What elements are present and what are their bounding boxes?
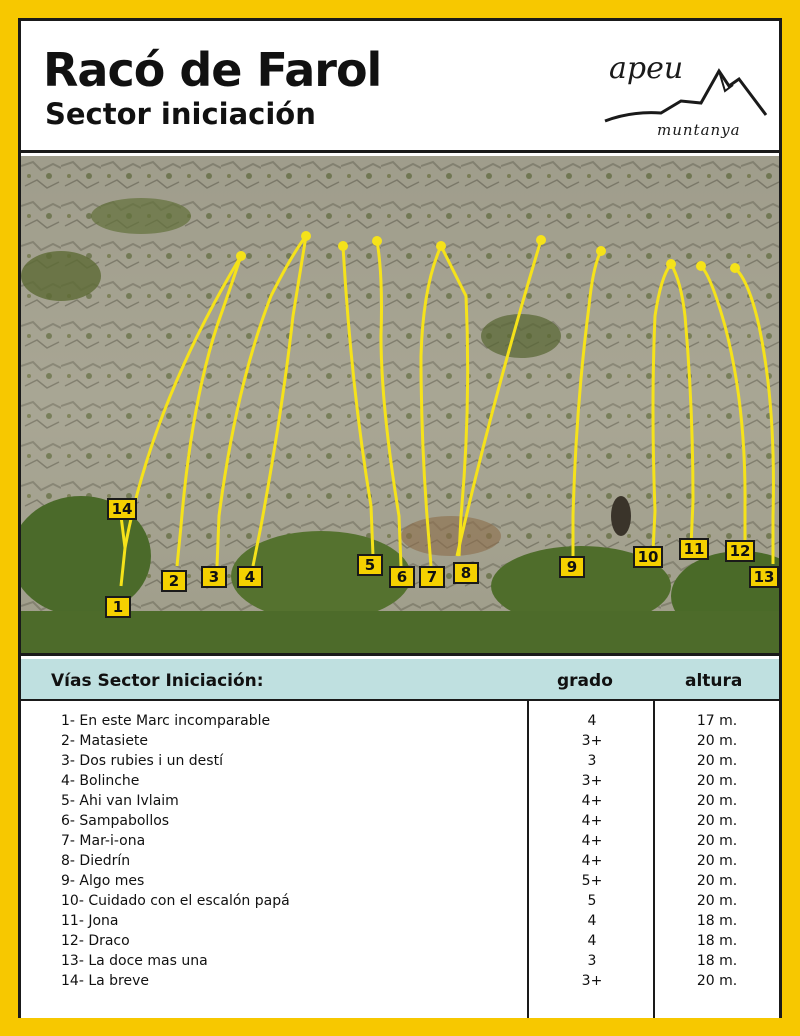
header: [21, 21, 779, 153]
route-grade: 5: [587, 893, 597, 909]
route-name: 7- Mar-i-ona: [61, 833, 146, 849]
route-name: 8- Diedrín: [61, 853, 131, 869]
route-label-12: 12: [725, 540, 755, 562]
route-grade: 4: [587, 933, 597, 949]
routes-table: [21, 701, 779, 1018]
header-grade: grado: [557, 671, 613, 691]
route-label-2: 2: [161, 570, 187, 592]
route-label-9: 9: [559, 556, 585, 578]
route-label-4: 4: [237, 566, 263, 588]
route-name: 11- Jona: [61, 913, 119, 929]
route-grade: 4+: [581, 833, 603, 849]
route-grade: 4+: [581, 853, 603, 869]
page-title: Racó de Farol: [43, 43, 382, 97]
route-name: 10- Cuidado con el escalón papá: [61, 893, 290, 909]
table-row: [21, 951, 779, 971]
route-height: 20 m.: [696, 833, 738, 849]
table-row: [21, 751, 779, 771]
route-name: 4- Bolinche: [61, 773, 140, 789]
route-height: 20 m.: [696, 753, 738, 769]
route-name: 13- La doce mas una: [61, 953, 208, 969]
route-label-1: 1: [105, 596, 131, 618]
route-height: 20 m.: [696, 733, 738, 749]
route-grade: 3: [587, 753, 597, 769]
route-height: 20 m.: [696, 893, 738, 909]
table-row: [21, 931, 779, 951]
table-row: [21, 811, 779, 831]
route-label-11: 11: [679, 538, 709, 560]
table-row: [21, 711, 779, 731]
route-height: 20 m.: [696, 853, 738, 869]
route-grade: 4: [587, 913, 597, 929]
route-label-10: 10: [633, 546, 663, 568]
table-row: [21, 871, 779, 891]
apeu-muntanya-logo: [601, 41, 771, 141]
route-height: 20 m.: [696, 813, 738, 829]
route-height: 17 m.: [696, 713, 738, 729]
route-name: 12- Draco: [61, 933, 130, 949]
route-name: 5- Ahi van Ivlaim: [61, 793, 179, 809]
route-grade: 4: [587, 713, 597, 729]
page-subtitle: Sector iniciación: [45, 97, 316, 131]
route-grade: 3+: [581, 773, 603, 789]
route-height: 20 m.: [696, 773, 738, 789]
route-label-5: 5: [357, 554, 383, 576]
table-row: [21, 911, 779, 931]
route-grade: 4+: [581, 813, 603, 829]
route-height: 18 m.: [696, 913, 738, 929]
route-grade: 3: [587, 953, 597, 969]
route-name: 2- Matasiete: [61, 733, 149, 749]
route-label-7: 7: [419, 566, 445, 588]
route-label-14: 14: [107, 498, 137, 520]
table-row: [21, 731, 779, 751]
route-height: 18 m.: [696, 933, 738, 949]
logo-text-top: apeu: [609, 51, 684, 86]
table-row: [21, 891, 779, 911]
route-label-13: 13: [749, 566, 779, 588]
table-row: [21, 851, 779, 871]
route-height: 20 m.: [696, 973, 738, 989]
cliff-photo: [21, 156, 779, 656]
table-row: [21, 831, 779, 851]
routes-table-header: [21, 659, 779, 701]
route-grade: 3+: [581, 733, 603, 749]
route-height: 20 m.: [696, 873, 738, 889]
route-name: 14- La breve: [61, 973, 149, 989]
route-label-8: 8: [453, 562, 479, 584]
route-name: 3- Dos rubies i un destí: [61, 753, 223, 769]
route-grade: 4+: [581, 793, 603, 809]
route-label-6: 6: [389, 566, 415, 588]
table-row: [21, 771, 779, 791]
route-name: 1- En este Marc incomparable: [61, 713, 271, 729]
route-grade: 5+: [581, 873, 603, 889]
logo-text-bottom: muntanya: [657, 121, 741, 139]
table-row: [21, 791, 779, 811]
route-height: 20 m.: [696, 793, 738, 809]
route-name: 6- Sampabollos: [61, 813, 170, 829]
route-grade: 3+: [581, 973, 603, 989]
header-route-name: Vías Sector Iniciación:: [51, 671, 264, 691]
route-label-3: 3: [201, 566, 227, 588]
route-height: 18 m.: [696, 953, 738, 969]
table-row: [21, 971, 779, 991]
header-height: altura: [685, 671, 743, 691]
route-name: 9- Algo mes: [61, 873, 145, 889]
